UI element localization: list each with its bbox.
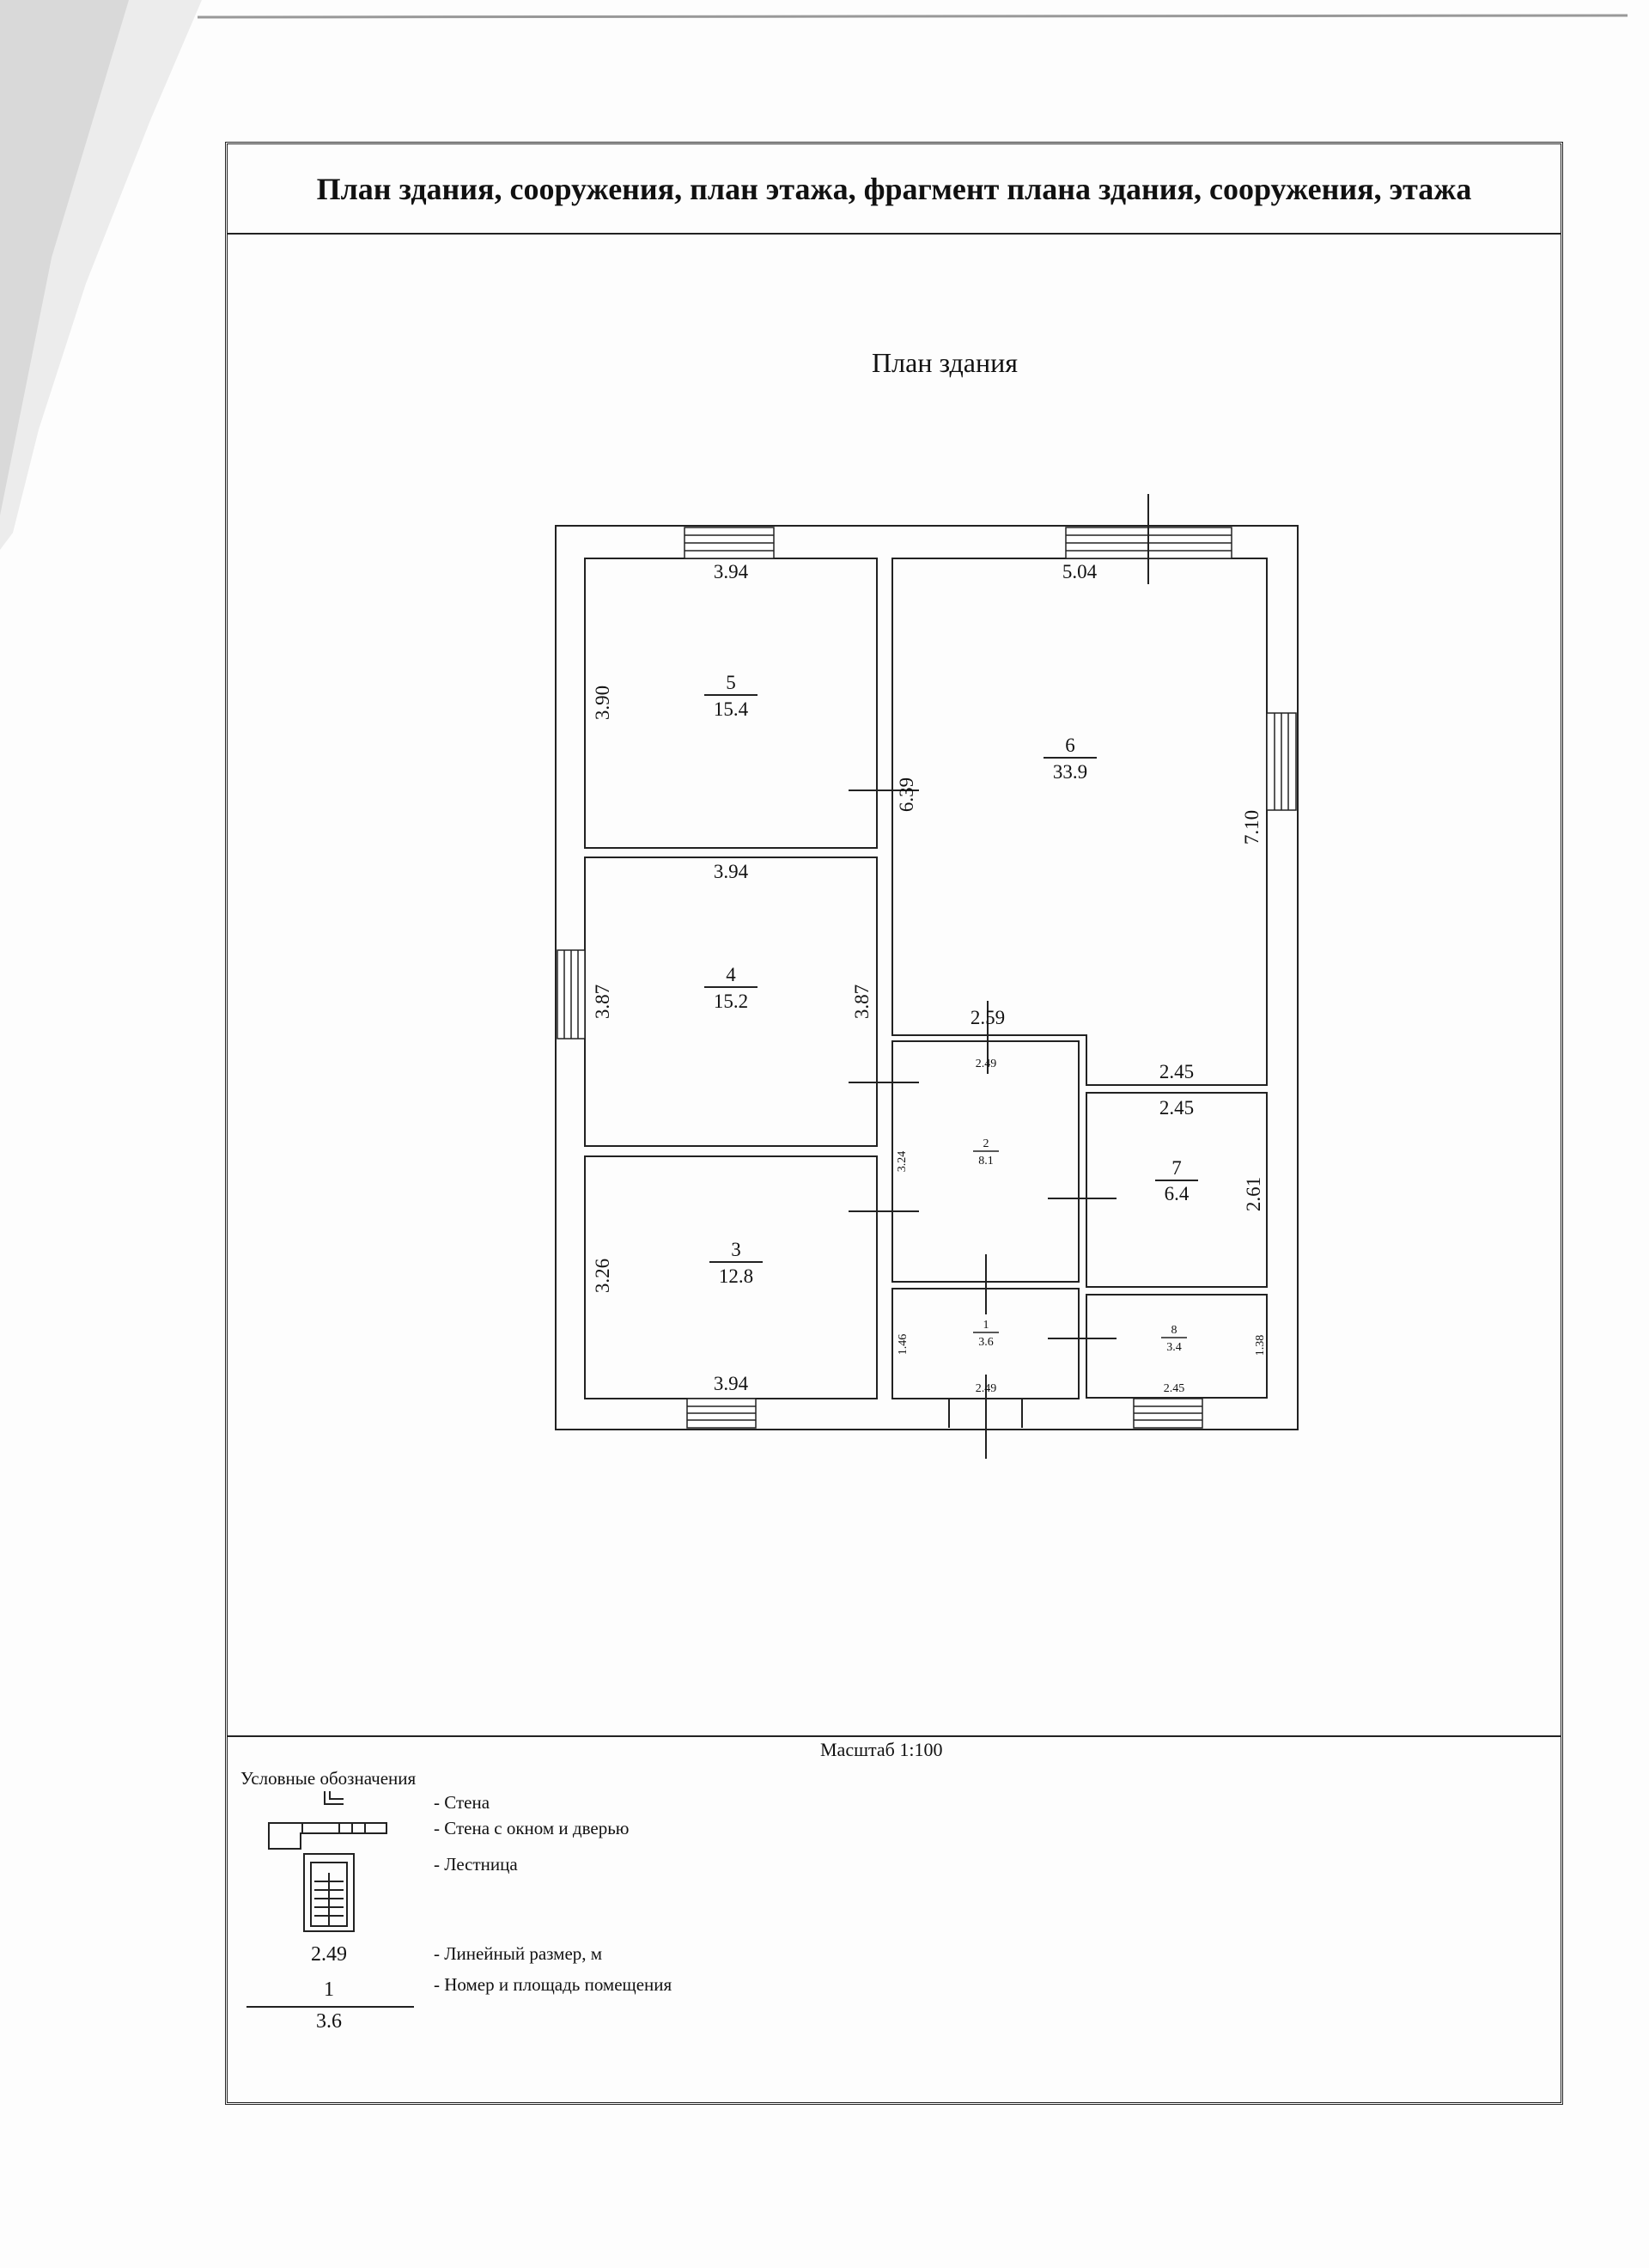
room-5-area: 15.4 [713,698,749,720]
room-8-number: 8 [1171,1324,1177,1337]
room-6-height-left: 6.39 [896,777,917,813]
room-2-number: 2 [983,1137,989,1150]
legend-sample-area: 3.6 [316,2010,342,2033]
room-6-bottom-left: 2.59 [970,1007,1006,1028]
room-6-number: 6 [1065,735,1075,756]
room-3-area: 12.8 [718,1265,754,1287]
room-5-width: 3.94 [713,561,749,582]
room-4-width: 3.94 [713,861,749,882]
window-icon [557,950,585,1039]
window-icon [687,1399,756,1428]
room-6-outline [892,558,1267,1085]
legend-room-number-area-label: - Номер и площадь помещения [434,1974,672,1995]
room-5-number: 5 [726,672,736,693]
room-2-area: 8.1 [978,1155,994,1168]
legend-sample-dimension: 2.49 [311,1943,347,1966]
room-8-width: 2.45 [1163,1382,1185,1395]
room-4-area: 15.2 [713,991,749,1012]
room-2-height: 3.24 [896,1150,909,1173]
room-4-number: 4 [726,964,736,985]
room-7-area: 6.4 [1164,1183,1190,1204]
room-1-number: 1 [983,1319,989,1332]
room-6-height: 7.10 [1241,809,1263,845]
room-4-height-right: 3.87 [851,984,873,1020]
window-icon [1267,713,1296,810]
legend-stairs-label: - Лестница [434,1854,518,1875]
room-3-height: 3.26 [592,1258,613,1294]
room-8-area: 3.4 [1166,1341,1182,1354]
scale-label: Масштаб 1:100 [820,1739,943,1760]
legend-linear-size-label: - Линейный размер, м [434,1943,603,1964]
room-6-width: 5.04 [1062,561,1098,582]
legend-stairs-icon [304,1854,354,1931]
legend-wall-label: - Стена [434,1792,490,1813]
legend-wall-symbol [325,1791,344,1804]
room-2-width: 2.49 [975,1058,997,1070]
room-5-height: 3.90 [592,685,613,721]
room-1-width: 2.49 [975,1382,997,1395]
room-4-height: 3.87 [592,984,613,1020]
legend-wall-window-door-symbol [269,1823,386,1849]
door-marks [849,494,1148,1459]
room-6-area: 33.9 [1052,761,1088,783]
legend-title: Условные обозначения [240,1768,417,1789]
legend-wall-window-door-label: - Стена с окном и дверью [434,1818,630,1838]
room-1-area: 3.6 [978,1336,994,1349]
room-7-width: 2.45 [1159,1097,1195,1119]
legend-fraction-line [246,2006,414,2008]
window-icon [1134,1399,1202,1428]
footer-divider [228,1735,1561,1737]
room-7-number: 7 [1171,1157,1182,1179]
room-6-bottom-right: 2.45 [1159,1061,1195,1082]
window-icon [685,527,774,558]
header-title: План здания, сооружения, план этажа, фрагмент плана здания, сооружения, этажа [316,171,1472,206]
room-3-width: 3.94 [713,1373,749,1394]
room-1-height: 1.46 [897,1333,910,1356]
room-7-height: 2.61 [1243,1176,1264,1212]
room-8-height: 1.38 [1254,1334,1267,1357]
room-3-number: 3 [731,1239,741,1260]
plan-title: План здания [872,347,1018,378]
legend-sample-number: 1 [324,1978,334,2001]
